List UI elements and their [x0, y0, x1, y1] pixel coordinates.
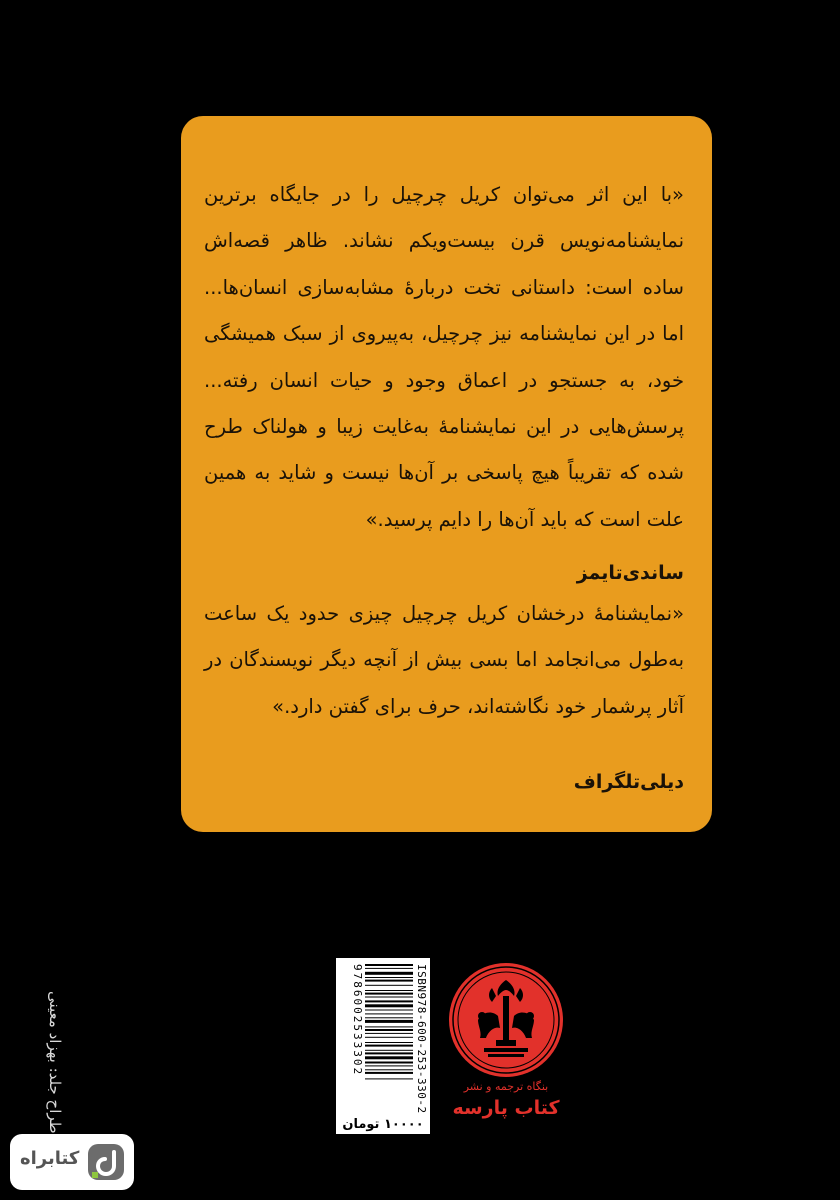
review-quote-sunday-times: «با این اثر می‌توان کریل چرچیل را در جایگاه برترین نمایشنامه‌نویس قرن بیست‌ویکم نشاند. ظاهر قصه‌اش ساده است: داستانی تخت دربارهٔ مشابه‌سازی انسان‌ها... اما در این نمایشنامه نیز چرچیل، به‌پیروی از سبک همیشگی خود، به جستجو در اعماق وجود و حیات انسان رفته... پرسش‌هایی در این نمایشنامهٔ به‌غایت زیبا و هولناک طرح شده که تقریباً هیچ پاسخی بر آن‌ها نیست و شاید به همین علت است که باید آن‌ها را دایم پرسید.» [204, 183, 684, 531]
barcode-bar [365, 1013, 413, 1014]
barcode-bar [365, 1052, 413, 1054]
barcode-bar [365, 980, 413, 982]
barcode-bar [365, 1065, 413, 1066]
barcode-bar [365, 964, 413, 966]
barcode-bar [365, 1037, 413, 1038]
barcode-bar [365, 1042, 413, 1043]
barcode-bar [365, 1004, 413, 1007]
review-quote-daily-telegraph: «نمایشنامهٔ درخشان کریل چرچیل چیزی حدود یک ساعت به‌طول می‌انجامد اما بسی بیش از آنچه دیگر نویسندگان در آثار پرشمار خود نگاشته‌اند، حرف برای گفتن دارد.» [204, 602, 684, 718]
publisher-tagline: بنگاه ترجمه و نشر [463, 1080, 549, 1093]
barcode-bar [365, 1010, 413, 1011]
barcode-bar [365, 1020, 413, 1023]
barcode-bar [365, 1072, 413, 1074]
barcode-digits: 9786002533302 [351, 964, 364, 1077]
review-source-sunday-times: ساندی‌تایمز [576, 562, 684, 584]
barcode-bar [365, 1000, 413, 1002]
barcode-bar [365, 985, 413, 986]
barcode-bars [365, 964, 413, 1114]
review-source-daily-telegraph: دیلی‌تلگراف [573, 771, 684, 793]
barcode-bar [365, 1050, 413, 1051]
barcode-bar [365, 977, 413, 978]
barcode-bar [365, 1056, 413, 1059]
isbn-text: ISBN978-600-253-330-2 [415, 964, 428, 1114]
barcode-bar [365, 968, 413, 969]
barcode-bar [365, 1033, 413, 1034]
barcode-bar [365, 997, 413, 998]
barcode-bar [365, 1069, 413, 1070]
barcode-bar [365, 993, 413, 995]
barcode-bar [365, 972, 413, 975]
barcode-bar [365, 1026, 413, 1027]
price-text: ۱۰۰۰۰ تومان [342, 1117, 424, 1132]
quote-panel [181, 116, 712, 832]
barcode-bar [365, 1017, 413, 1018]
barcode-bar [365, 990, 413, 991]
ketabrah-logo-icon [86, 1142, 126, 1182]
barcode-rotated-group [336, 958, 430, 1134]
barcode-bar [365, 1062, 413, 1064]
publisher-seal-icon [448, 962, 564, 1078]
barcode-label [336, 958, 430, 1134]
watermark-text: کتابراه [20, 1148, 80, 1169]
barcode-bar [365, 1078, 413, 1079]
publisher-name: کتاب پارسه [452, 1097, 560, 1119]
cover-designer-caption: طراح جلد: بهزاد معینی [46, 991, 64, 1134]
watermark-badge[interactable] [10, 1134, 134, 1190]
barcode-bar [365, 1045, 413, 1047]
barcode-bar [365, 1029, 413, 1031]
